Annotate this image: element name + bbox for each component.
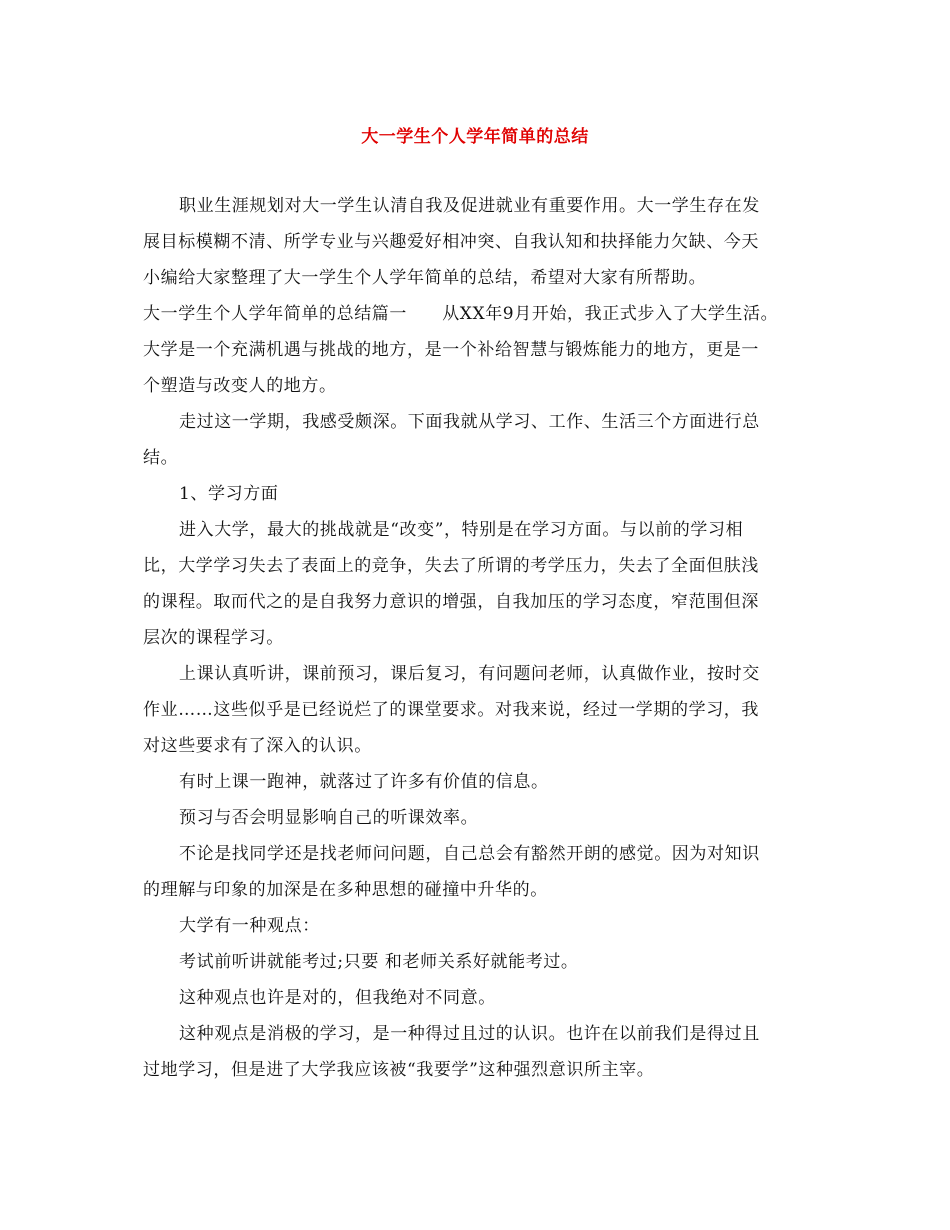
text-line: 职业生涯规划对大一学生认清自我及促进就业有重要作用。大一学生存在发 (179, 196, 760, 216)
text-line: 对这些要求有了深入的认识。 (143, 736, 372, 756)
text-line: 的理解与印象的加深是在多种思想的碰撞中升华的。 (143, 880, 548, 900)
text-line: 结。 (143, 448, 179, 468)
text-line: 进入大学，最大的挑战就是“改变”，特别是在学习方面。与以前的学习相 (179, 520, 744, 540)
text-line: 1、学习方面 (179, 484, 279, 504)
text-line: 上课认真听讲，课前预习，课后复习，有问题问老师，认真做作业，按时交 (179, 664, 760, 684)
text-line: 这种观点是消极的学习，是一种得过且过的认识。也许在以前我们是得过且 (179, 1024, 760, 1044)
text-line: 比，大学学习失去了表面上的竞争，失去了所谓的考学压力，失去了全面但肤浅 (143, 556, 759, 576)
text-line: 这种观点也许是对的，但我绝对不同意。 (179, 988, 496, 1008)
text-line: 有时上课一跑神，就落过了许多有价值的信息。 (179, 772, 549, 792)
text-line: 预习与否会明显影响自己的听课效率。 (179, 808, 479, 828)
text-line: 作业……这些似乎是已经说烂了的课堂要求。对我来说，经过一学期的学习，我 (143, 700, 759, 720)
text-line: 小编给大家整理了大一学生个人学年简单的总结，希望对大家有所帮助。 (143, 268, 707, 288)
text-line: 过地学习，但是进了大学我应该被“我要学”这种强烈意识所主宰。 (143, 1060, 655, 1080)
document-title: 大一学生个人学年简单的总结 (361, 127, 589, 147)
text-line: 个塑造与改变人的地方。 (143, 376, 337, 396)
text-line: 大一学生个人学年简单的总结篇一 从XX年9月开始，我正式步入了大学生活。 (143, 304, 779, 324)
text-line: 大学是一个充满机遇与挑战的地方，是一个补给智慧与锻炼能力的地方，更是一 (143, 340, 759, 360)
text-line: 展目标模糊不清、所学专业与兴趣爱好相冲突、自我认知和抉择能力欠缺、今天 (143, 232, 759, 252)
text-line: 考试前听讲就能考过;只要 和老师关系好就能考过。 (179, 952, 579, 972)
document-body (143, 188, 815, 1088)
text-line: 的课程。取而代之的是自我努力意识的增强，自我加压的学习态度，窄范围但深 (143, 592, 759, 612)
text-line: 层次的课程学习。 (143, 628, 284, 648)
text-line: 不论是找同学还是找老师问问题，自己总会有豁然开朗的感觉。因为对知识 (179, 844, 760, 864)
text-line: 大学有一种观点： (179, 916, 320, 936)
text-line: 走过这一学期，我感受颇深。下面我就从学习、工作、生活三个方面进行总 (179, 412, 760, 432)
